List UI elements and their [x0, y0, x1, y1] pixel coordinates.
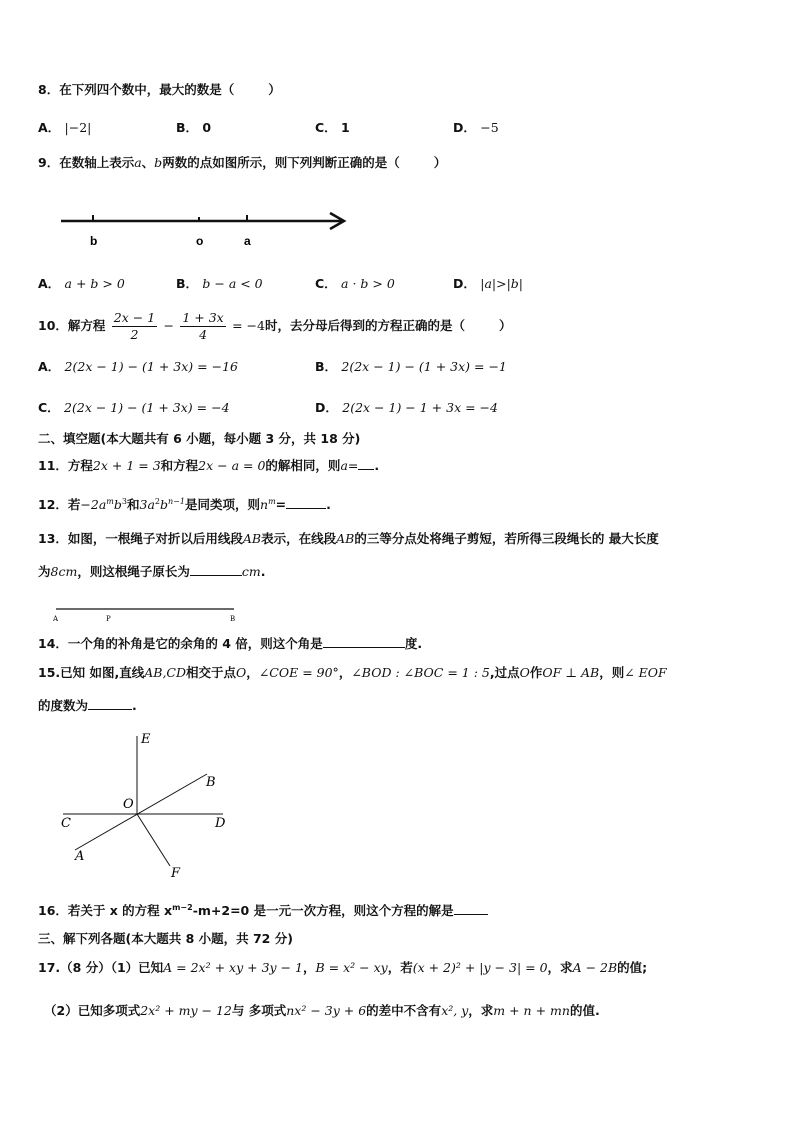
q10-option-c[interactable]: C． 2(2x − 1) − (1 + 3x) = −4 — [38, 400, 230, 415]
q10-option-a[interactable]: A． 2(2x − 1) − (1 + 3x) = −16 — [38, 359, 238, 374]
q13-line-2: 为8cm，则这根绳子原长为 cm. — [38, 561, 265, 582]
number-line-figure — [58, 205, 358, 255]
label-c: C — [61, 816, 71, 831]
section-2-heading: 二、填空题(本大题共有 6 小题，每小题 3 分，共 18 分) — [38, 431, 361, 446]
q14: 14．一个角的补角是它的余角的 4 倍，则这个角是 度. — [38, 633, 422, 654]
label-d: D — [215, 816, 226, 831]
q8-option-a[interactable]: A． |−2| — [38, 120, 92, 135]
label-a: A — [75, 849, 85, 864]
q16: 16．若关于 x 的方程 $x^{m-2}-m+2=0$ 是一元一次方程，则这个方程的解是 — [38, 898, 488, 921]
q9-option-c[interactable]: C． a · b > 0 — [315, 276, 395, 291]
point-p-label: P — [106, 615, 111, 623]
q10-option-b[interactable]: B． 2(2x − 1) − (1 + 3x) = −1 — [315, 359, 507, 374]
label-a: a — [244, 234, 251, 248]
point-b-label: B — [230, 615, 236, 623]
q9-option-d[interactable]: D． |a|>|b| — [453, 276, 524, 291]
label-e: E — [141, 732, 151, 747]
q11-answer-blank[interactable] — [358, 455, 374, 470]
q13-line-1: 13．如图，一根绳子对折以后用线段AB表示，在线段AB的三等分点处将绳子剪短，若所得三段绳长的 最大长度 — [38, 531, 659, 546]
fraction-1: $\frac{2x - 1}{2}$ — [113, 310, 156, 342]
q16-answer-blank[interactable] — [454, 900, 488, 915]
q12: 12．若$-2a^mb^3$和$3a^2b^{n-1}$是同类项，则$n^m=$ . — [38, 492, 331, 515]
q8-stem: 8．在下列四个数中，最大的数是（ ） — [38, 82, 281, 97]
intersecting-lines-figure — [55, 728, 245, 883]
q9-option-b[interactable]: B． b − a < 0 — [176, 276, 263, 291]
section-3-heading: 三、解下列各题(本大题共 8 小题，共 72 分) — [38, 931, 293, 946]
q17-part-1: 17.（8 分）（1）已知A = 2x² + xy + 3y − 1，B = x² − xy，若(x + 2)² + |y − 3| = 0，求A − 2B的值; — [38, 960, 648, 975]
q14-answer-blank[interactable] — [323, 633, 405, 648]
ray-of — [137, 814, 170, 866]
label-b: b — [90, 234, 98, 248]
q15-line-2: 的度数为 . — [38, 695, 137, 716]
segment-ab-figure — [50, 603, 250, 625]
q8-option-d[interactable]: D． −5 — [453, 120, 499, 135]
label-b: B — [206, 775, 216, 790]
q8-option-c[interactable]: C． 1 — [315, 120, 350, 135]
q17-part-2: （2）已知多项式2x² + my − 12与 多项式nx² − 3y + 6的差中不含有x², y，求m + n + mn的值. — [44, 1003, 600, 1018]
q12-answer-blank[interactable] — [286, 494, 326, 509]
q9-stem: 9．在数轴上表示a、b两数的点如图所示，则下列判断正确的是（ ） — [38, 155, 447, 170]
q13-answer-blank[interactable] — [190, 561, 242, 576]
line-ab — [75, 774, 207, 850]
q10-stem: 10．解方程 $\frac{2x - 1}{2}$ − $\frac{1 + 3x}{4}$ = −4时，去分母后得到的方程正确的是（ ） — [38, 310, 512, 342]
label-o: o — [196, 234, 204, 248]
q15-answer-blank[interactable] — [88, 695, 132, 710]
q8-option-b[interactable]: B． 0 — [176, 120, 212, 135]
q10-option-d[interactable]: D． 2(2x − 1) − 1 + 3x = −4 — [315, 400, 498, 415]
fraction-2: $\frac{1 + 3x}{4}$ — [182, 310, 224, 342]
point-a-label: A — [53, 615, 59, 623]
label-f: F — [171, 866, 181, 881]
q9-option-a[interactable]: A． a + b > 0 — [38, 276, 125, 291]
label-o: O — [123, 797, 134, 812]
q11: 11．方程2x + 1 = 3和方程2x − a = 0的解相同，则a= . — [38, 455, 379, 476]
q15-line-1: 15.已知 如图,直线AB,CD相交于点O，∠COE = 90°，∠BOD : ∠BOC = 1 : 5,过点O作OF ⊥ AB，则∠ EOF — [38, 665, 667, 680]
